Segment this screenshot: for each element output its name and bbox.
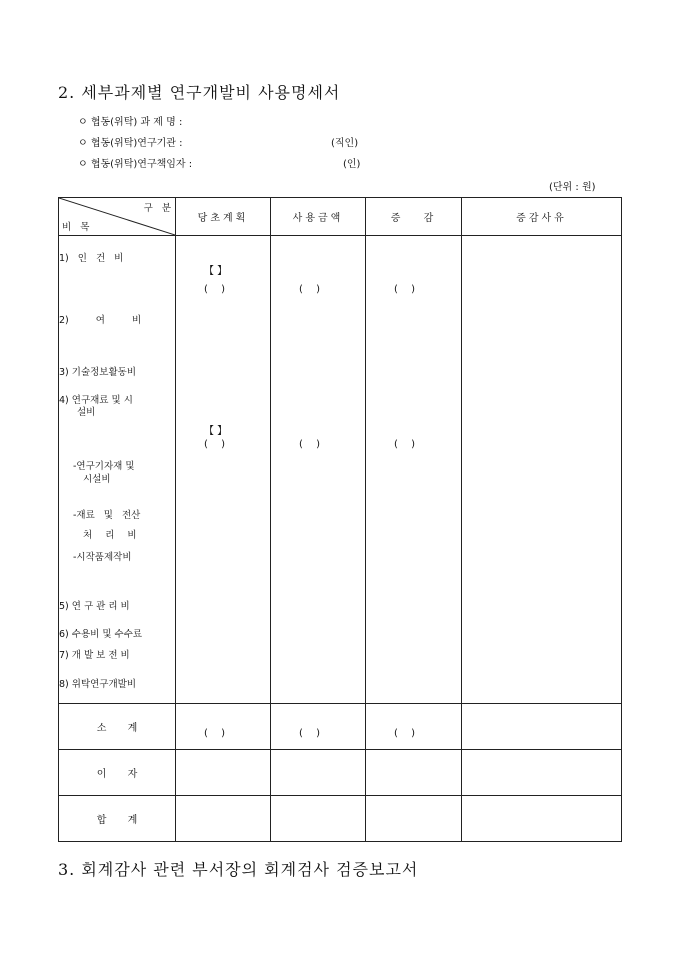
item-research-mgmt: 5) 연 구 관 리 비 bbox=[59, 601, 130, 612]
signature-mark: (인) bbox=[343, 159, 361, 170]
interest-row bbox=[59, 750, 622, 796]
total-reason-cell bbox=[462, 796, 622, 842]
plan-items-cell bbox=[176, 236, 271, 704]
subtotal-row bbox=[59, 704, 622, 750]
total-label: 합 계 bbox=[59, 796, 176, 842]
plan-paren-2: ( ) bbox=[204, 439, 225, 450]
interest-label: 이 자 bbox=[59, 750, 176, 796]
change-items-cell bbox=[366, 236, 462, 704]
institution-label: ㅇ 협동(위탁)연구기관 : bbox=[78, 138, 183, 149]
subtotal-plan-cell bbox=[176, 704, 271, 750]
section2-title: 2. 세부과제별 연구개발비 사용명세서 bbox=[58, 83, 341, 102]
header-row bbox=[59, 198, 622, 236]
sub-equipment-cont: 시설비 bbox=[83, 474, 111, 485]
item-outsourced-rnd: 8) 위탁연구개발비 bbox=[59, 679, 137, 690]
item-materials-facilities-cont: 설비 bbox=[77, 407, 96, 418]
item-tech-info: 3) 기술정보활동비 bbox=[59, 367, 137, 378]
sub-prototype: -시작품제작비 bbox=[73, 552, 132, 563]
header-amount-used: 사용금액 bbox=[271, 198, 366, 236]
header-original-plan: 당초계획 bbox=[176, 198, 271, 236]
interest-used-cell bbox=[271, 750, 366, 796]
plan-bracket-1: 【 】 bbox=[204, 266, 228, 277]
task-name-label: ㅇ 협동(위탁) 과 제 명 : bbox=[78, 117, 183, 128]
header-change-reason: 증감사유 bbox=[462, 198, 622, 236]
plan-bracket-2: 【 】 bbox=[204, 426, 228, 437]
item-supplies-fees: 6) 수용비 및 수수료 bbox=[59, 629, 143, 640]
total-used-cell bbox=[271, 796, 366, 842]
subtotal-change-paren: ( ) bbox=[394, 728, 415, 739]
subtotal-label: 소 계 bbox=[59, 704, 176, 750]
section3-title: 3. 회계감사 관련 부서장의 회계검사 검증보고서 bbox=[58, 860, 419, 879]
items-row bbox=[59, 236, 622, 704]
reason-items-cell bbox=[462, 236, 622, 704]
sub-equipment: -연구기자재 및 bbox=[73, 461, 135, 472]
corner-cell bbox=[59, 198, 176, 236]
unit-label: (단위 : 원) bbox=[549, 182, 596, 193]
total-change-cell bbox=[366, 796, 462, 842]
expense-table bbox=[58, 197, 622, 842]
change-paren-1: ( ) bbox=[394, 284, 415, 295]
interest-reason-cell bbox=[462, 750, 622, 796]
subtotal-used-paren: ( ) bbox=[299, 728, 320, 739]
used-items-cell bbox=[271, 236, 366, 704]
items-label-cell bbox=[59, 236, 176, 704]
corner-bottom-label: 비 목 bbox=[62, 222, 90, 233]
pi-label: ㅇ 협동(위탁)연구책임자 : bbox=[78, 159, 193, 170]
sub-materials-computing-cont: 처 리 비 bbox=[83, 530, 137, 541]
sub-materials-computing: -재료 및 전산 bbox=[73, 510, 141, 521]
item-dev-reserve: 7) 개 발 보 전 비 bbox=[59, 650, 130, 661]
change-paren-2: ( ) bbox=[394, 439, 415, 450]
seal-mark: (직인) bbox=[331, 138, 359, 149]
item-travel: 2) 여 비 bbox=[59, 315, 142, 326]
subtotal-used-cell bbox=[271, 704, 366, 750]
interest-plan-cell bbox=[176, 750, 271, 796]
total-row bbox=[59, 796, 622, 842]
item-materials-facilities: 4) 연구재료 및 시 bbox=[59, 395, 133, 406]
plan-paren-1: ( ) bbox=[204, 284, 225, 295]
corner-top-label: 구 분 bbox=[143, 203, 171, 214]
header-change: 증 감 bbox=[366, 198, 462, 236]
used-paren-2: ( ) bbox=[299, 439, 320, 450]
subtotal-change-cell bbox=[366, 704, 462, 750]
subtotal-reason-cell bbox=[462, 704, 622, 750]
total-plan-cell bbox=[176, 796, 271, 842]
used-paren-1: ( ) bbox=[299, 284, 320, 295]
subtotal-plan-paren: ( ) bbox=[204, 728, 225, 739]
item-personnel: 1) 인 건 비 bbox=[59, 253, 124, 264]
interest-change-cell bbox=[366, 750, 462, 796]
